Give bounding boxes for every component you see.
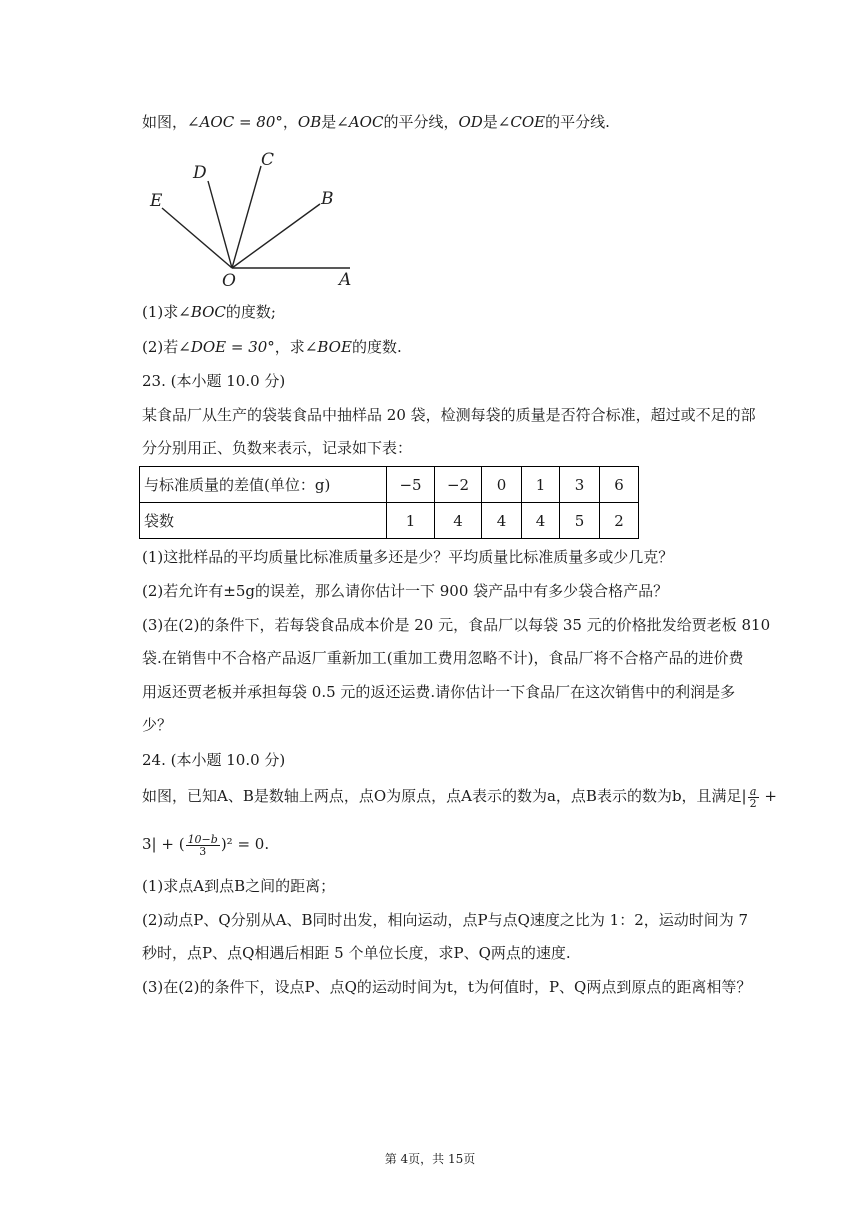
table-cell: 5	[560, 503, 600, 539]
ray-od	[208, 181, 232, 268]
q24-text-2	[142, 833, 269, 857]
text: 如图，已知A、B是数轴上两点，点O为原点，点A表示的数为a，点B表示的数为b，且满足|	[142, 787, 747, 805]
math: ∠DOE = 30°	[178, 338, 275, 356]
text: 是	[482, 113, 498, 131]
row-label-difference: 与标准质量的差值(单位：g)	[140, 467, 387, 503]
denominator: 3	[199, 844, 207, 858]
text: 的度数.	[351, 338, 402, 356]
table-cell: 4	[522, 503, 560, 539]
table-cell: 1	[522, 467, 560, 503]
text: )² = 0.	[220, 835, 270, 853]
text: 是	[321, 113, 337, 131]
angle-figure	[140, 148, 370, 293]
q23-part2: (2)若允许有±5g的误差，那么请你估计一下 900 袋产品中有多少袋合格产品？	[142, 582, 669, 600]
text: ，求	[274, 338, 305, 356]
text: 的平分线，	[383, 113, 459, 131]
table-row	[140, 503, 639, 539]
math: OD	[458, 113, 483, 131]
table-cell: 3	[560, 467, 600, 503]
q23-part3-line3: 用返还贾老板并承担每袋 0.5 元的返还运费.请你估计一下食品厂在这次销售中的利润是多	[142, 683, 736, 701]
text: 3| + (	[142, 835, 185, 853]
math: ∠AOC = 80°	[187, 113, 283, 131]
table-row	[140, 467, 639, 503]
q23-text-2: 分分别用正、负数来表示，记录如下表：	[142, 439, 413, 457]
q23-text-1: 某食品厂从生产的袋装食品中抽样品 20 袋，检测每袋的质量是否符合标准，超过或不足的部	[142, 406, 756, 424]
math: ∠COE	[497, 113, 546, 131]
text: (2)若	[142, 338, 179, 356]
ray-oc	[232, 166, 261, 268]
label-b: B	[321, 189, 334, 209]
label-e: E	[150, 191, 163, 211]
q22-part1	[142, 301, 276, 323]
text: ，	[282, 113, 298, 131]
numerator: 10−b	[187, 832, 218, 846]
label-d: D	[193, 163, 207, 183]
text: (1)求	[142, 303, 179, 321]
q23-heading: 23. (本小题 10.0 分)	[142, 372, 286, 390]
q24-part1: (1)求点A到点B之间的距离；	[142, 877, 336, 895]
math: ∠BOC	[178, 303, 226, 321]
row-label-bags: 袋数	[140, 503, 387, 539]
text: 的平分线.	[545, 113, 610, 131]
label-o: O	[222, 271, 236, 291]
table-cell: 4	[435, 503, 482, 539]
q24-part2-line1: (2)动点P、Q分别从A、B同时出发，相向运动，点P与点Q速度之比为 1：2，运动时间为 7	[142, 911, 749, 929]
fraction-a-over-2	[748, 786, 759, 809]
table-cell: 2	[600, 503, 639, 539]
text: 如图，	[142, 113, 188, 131]
math: ∠AOC	[336, 113, 384, 131]
table-cell: 6	[600, 467, 639, 503]
fraction-10-minus-b-over-3	[186, 834, 220, 857]
text: 的度数;	[225, 303, 276, 321]
q22-part2	[142, 336, 402, 358]
table-cell: −2	[435, 467, 482, 503]
q23-part3-line2: 袋.在销售中不合格产品返厂重新加工(重加工费用忽略不计)，食品厂将不合格产品的进价费	[142, 649, 744, 667]
label-a: A	[339, 270, 352, 290]
q24-heading: 24. (本小题 10.0 分)	[142, 751, 286, 769]
ray-oe	[162, 208, 232, 268]
table-cell: 1	[387, 503, 435, 539]
math: ∠BOE	[304, 338, 352, 356]
q24-text-1	[142, 785, 777, 809]
label-c: C	[261, 150, 275, 170]
numerator: a	[748, 786, 759, 798]
text: +	[759, 787, 777, 805]
table-cell: 0	[482, 467, 522, 503]
mass-difference-table	[139, 466, 639, 539]
q22-intro	[142, 111, 610, 133]
q23-part3-line1: (3)在(2)的条件下，若每袋食品成本价是 20 元，食品厂以每袋 35 元的价格批发给贾老板 810	[142, 616, 771, 634]
denominator: 2	[749, 796, 757, 810]
table-cell: −5	[387, 467, 435, 503]
q23-part3-line4: 少？	[142, 716, 173, 734]
q24-part3: (3)在(2)的条件下，设点P、点Q的运动时间为t，t为何值时，P、Q两点到原点的距离相等？	[142, 978, 752, 996]
math: OB	[297, 113, 322, 131]
table-cell: 4	[482, 503, 522, 539]
ray-ob	[232, 204, 320, 268]
page-footer: 第 4页，共 15页	[384, 1152, 476, 1166]
q23-part1: (1)这批样品的平均质量比标准质量多还是少？平均质量比标准质量多或少几克？	[142, 548, 674, 566]
q24-part2-line2: 秒时，点P、点Q相遇后相距 5 个单位长度，求P、Q两点的速度.	[142, 944, 571, 962]
